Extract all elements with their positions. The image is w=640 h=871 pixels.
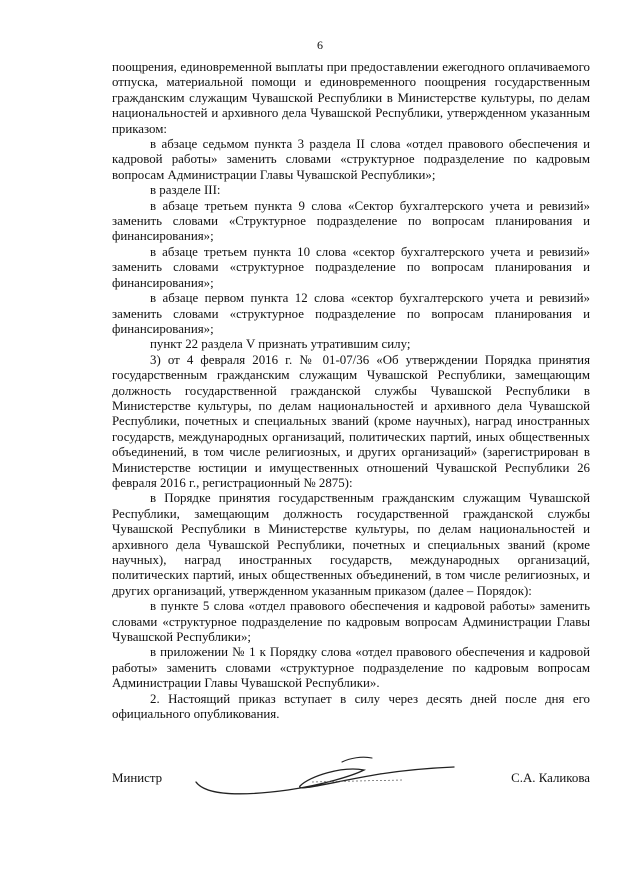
document-body [112, 60, 590, 722]
paragraph: в абзаце третьем пункта 10 слова «сектор бухгалтерского учета и ревизий» заменить словами «структурное подразделение по вопросам планирования и финансирования»; [112, 244, 590, 290]
paragraph: в разделе III: [150, 183, 221, 198]
signer-title: Министр [112, 771, 163, 785]
paragraph: пункт 22 раздела V признать утратившим силу; [150, 337, 411, 352]
paragraph: 2. Настоящий приказ вступает в силу через десять дней после дня его официального опубликования. [112, 691, 590, 722]
page-number: 6 [317, 38, 323, 52]
paragraph: 3) от 4 февраля 2016 г. № 01-07/36 «Об утверждении Порядка принятия государственным гражданским служащим Чувашской Республики, замещающим должность государственной гражданской службы Чувашской Республики в Министерстве культуры, по делам национальностей и архивного дела Чувашской Республики, почетных и специальных званий (кроме научных), наград иностранных государств, международных организаций, политических партий, иных общественных объединений, в том числе религиозных, и других организаций» (зарегистрирован в Министерстве юстиции и имущественных отношений Чувашской Республики 26 февраля 2016 г., регистрационный № 2875): [112, 352, 590, 490]
signer-name: С.А. Каликова [511, 771, 590, 785]
paragraph: в пункте 5 слова «отдел правового обеспечения и кадровой работы» заменить словами «структурное подразделение по кадровым вопросам Администрации Главы Чувашской Республики»; [112, 599, 590, 645]
paragraph: в Порядке принятия государственным гражданским служащим Чувашской Республики, замещающим должность государственной гражданской службы Чувашской Республики в Министерстве культуры, по делам национальностей и архивного дела Чувашской Республики, почетных и специальных званий (кроме научных), наград иностранных государств, международных организаций, политических партий, иных общественных объединений, в том числе религиозных, и других организаций, утвержденном указанным приказом (далее – Порядок): [112, 491, 590, 598]
paragraph: в приложении № 1 к Порядку слова «отдел правового обеспечения и кадровой работы» заменить словами «структурное подразделение по кадровым вопросам Администрации Главы Чувашской Республики». [112, 645, 590, 691]
paragraph: в абзаце третьем пункта 9 слова «Сектор бухгалтерского учета и ревизий» заменить словами «Структурное подразделение по вопросам планирования и финансирования»; [112, 198, 590, 244]
paragraph: поощрения, единовременной выплаты при предоставлении ежегодного оплачиваемого отпуска, материальной помощи и единовременного поощрения государственным гражданским служащим Чувашской Республики в Министерстве культуры, по делам национальностей и архивного дела Чувашской Республики, утвержденном указанным приказом: [112, 60, 590, 136]
signature-block [112, 754, 590, 804]
handwritten-signature [192, 752, 462, 800]
paragraph: в абзаце первом пункта 12 слова «сектор бухгалтерского учета и ревизий» заменить словами «структурное подразделение по вопросам планирования и финансирования»; [112, 291, 590, 336]
paragraph: в абзаце седьмом пункта 3 раздела II слова «отдел правового обеспечения и кадровой работы» заменить словами «структурное подразделение по кадровым вопросам Администрации Главы Чувашской Республики»; [112, 137, 590, 182]
